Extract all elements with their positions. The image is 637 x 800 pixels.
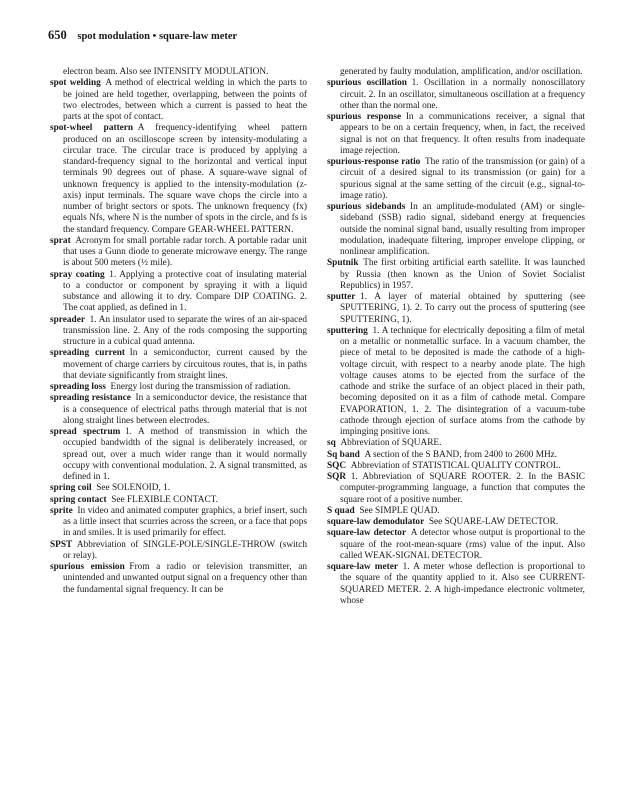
entry-term: square-law meter [327, 562, 398, 572]
left-column [50, 67, 307, 596]
dictionary-entry [50, 67, 307, 78]
entry-definition: See SOLENOID, 1. [96, 483, 171, 494]
entry-term: spreading current [50, 348, 125, 359]
dictionary-entry [50, 78, 307, 123]
entry-term: SQC [327, 460, 347, 471]
entry-term: spread spectrum [50, 427, 121, 437]
right-column [327, 67, 585, 607]
entry-definition: A section of the S BAND, from 2400 to 2600 MHz. [364, 449, 558, 460]
dictionary-entry [327, 258, 585, 292]
entry-term: spurious oscillation [327, 78, 407, 89]
entry-definition: See SIMPLE QUAD. [359, 505, 440, 516]
entry-term: sq [327, 438, 336, 449]
entry-term: sprat [50, 235, 71, 246]
entry-definition: A detector whose output is proportional to the square of the root-mean-square (rms) value of the input. Also called WEAK-SIGNAL DETECTOR. [340, 528, 586, 561]
entry-term: spot welding [50, 78, 101, 89]
entry-definition: Abbreviation of STATISTICAL QUALITY CONTROL. [350, 460, 561, 471]
dictionary-entry [50, 483, 307, 494]
entry-definition: See SQUARE-LAW DETECTOR. [428, 517, 559, 527]
entry-term: spray coating [50, 269, 105, 280]
page-number: 650 [48, 28, 67, 42]
entry-term: spring coil [50, 483, 92, 494]
dictionary-entry [327, 157, 585, 202]
entry-definition: In an amplitude-modulated (AM) or single-sideband (SSB) radio signal, sideband energy at frequencies outside the nominal signal band, usually resulting from improper modulation, inadequate filtering, improper envelope clipping, or nonlinear amplification. [340, 202, 585, 257]
entry-term: spring contact [50, 494, 107, 505]
dictionary-entry [50, 270, 307, 315]
entry-definition: The ratio of the transmission (or gain) of a circuit of a desired signal to its transmission (or gain) for a spurious signal at the same setting of the circuit (e.g., signal-to-image ratio). [340, 157, 585, 201]
entry-definition: 1. Abbreviation of SQUARE ROOTER. 2. In the BASIC computer-programming language, a function that computes the square root of a positive number. [340, 472, 585, 505]
entry-definition: 1. A meter whose deflection is proportional to the square of the quantity applied to it. Also see CURRENT-SQUARED METER. 2. A high-impedance electronic voltmeter, whose [340, 562, 585, 606]
running-header [48, 28, 237, 43]
dictionary-entry [327, 517, 585, 528]
dictionary-entry [327, 202, 585, 258]
dictionary-entry [327, 292, 585, 326]
entry-definition: In a communications receiver, a signal that appears to be on a certain frequency, when, in fact, the received signal is not on that frequency. It often results from inadequate image rejection. [340, 112, 585, 156]
dictionary-entry [327, 506, 585, 517]
dictionary-entry [50, 506, 307, 540]
entry-term: spurious emission [50, 562, 125, 572]
entry-definition: 1. Oscillation in a normally nonoscillatory circuit. 2. In an oscillator, simultaneous oscillation at a frequency other than the normal one. [340, 78, 585, 111]
entry-definition: Energy lost during the transmission of radiation. [110, 382, 291, 392]
guide-words: spot modulation • square-law meter [77, 31, 238, 42]
entry-definition: 1. An insulator used to separate the wires of an air-spaced transmission line. 2. Any of the rods composing the supporting structure in a cubical quad antenna. [63, 314, 307, 347]
entry-definition: electron beam. Also see INTENSITY MODULATION. [63, 67, 269, 77]
entry-term: spurious response [327, 112, 402, 122]
dictionary-entry [327, 450, 585, 461]
entry-definition: In a semiconductor, current caused by the movement of charge carriers by circuitous routes, that is, in paths that deviate significantly from straight lines. [63, 348, 307, 381]
entry-definition: 1. A layer of material obtained by sputtering (see SPUTTERING, 1). 2. To carry out the process of sputtering (see SPUTTERING, 1). [340, 292, 585, 325]
entry-definition: See FLEXIBLE CONTACT. [111, 494, 218, 505]
entry-definition: In video and animated computer graphics, a brief insert, such as a little insect that scurries across the screen, or a face that pops in and smiles. It is used primarily for effect. [63, 505, 307, 539]
entry-term: SQR [327, 472, 347, 482]
dictionary-entry [50, 427, 307, 483]
entry-definition: 1. A technique for electrically depositing a film of metal on a metallic or nonmetallic surface. In a vacuum chamber, the piece of metal to be deposited is made the cathode of a high-voltage circuit, with respect to a nearby anode plate. The high voltage causes atoms to be ejected from the surface of the cathode and strike the surface of an object placed in their path, becoming deposited on it as a film of cathode metal. Compare EVAPORATION, 1. 2. The disintegration of a vacuum-tube cathode through ejection of surface atoms from the cathode by impinging positive ions. [340, 325, 585, 437]
entry-definition: generated by faulty modulation, amplification, and/or oscillation. [340, 67, 583, 77]
dictionary-entry [327, 461, 585, 472]
entry-definition: From a radio or television transmitter, an unintended and unwanted output signal on a frequency other than the fundamental signal frequency. It can be [63, 562, 307, 595]
dictionary-entry [327, 112, 585, 157]
entry-term: Sq band [327, 449, 360, 460]
dictionary-entry [50, 382, 307, 393]
entry-term: sputter [327, 292, 356, 302]
entry-term: spreading resistance [50, 393, 131, 404]
dictionary-entry [327, 326, 585, 439]
entry-definition: Abbreviation of SQUARE. [340, 438, 442, 449]
dictionary-entry [50, 495, 307, 506]
entry-term: square-law demodulator [327, 517, 425, 527]
entry-term: sprite [50, 505, 73, 516]
dictionary-entry [50, 540, 307, 563]
dictionary-entry [327, 438, 585, 449]
entry-term: square-law detector [327, 528, 407, 539]
entry-definition: Acronym for small portable radar torch. A portable radar unit that uses a Gunn diode to generate microwave energy. The range is about 500 meters (½ mile). [63, 235, 307, 269]
dictionary-entry [327, 528, 585, 562]
dictionary-entry [327, 67, 585, 78]
dictionary-entry [50, 393, 307, 427]
entry-definition: The first orbiting artificial earth satellite. It was launched by Russia (then known as the Union of Soviet Socialist Republics) in 1957. [340, 258, 585, 291]
entry-term: spot-wheel pattern [50, 123, 134, 134]
dictionary-entry [50, 562, 307, 596]
entry-term: spurious-response ratio [327, 157, 421, 167]
dictionary-entry [50, 315, 307, 349]
dictionary-entry [327, 562, 585, 607]
entry-term: spurious sidebands [327, 202, 406, 212]
entry-definition: A method of electrical welding in which the parts to be joined are held together, overlapping, between the points of two electrodes, between which a current is passed to heat the parts at the spot of contact. [63, 78, 307, 122]
entry-definition: In a semiconductor device, the resistance that is a consequence of electrical paths through material that is not along straight lines between electrodes. [63, 393, 307, 426]
entry-term: SPST [50, 539, 73, 550]
dictionary-entry [50, 348, 307, 382]
dictionary-entry [327, 78, 585, 112]
entry-term: sputtering [327, 325, 368, 336]
entry-term: S quad [327, 505, 355, 516]
dictionary-entry [50, 123, 307, 236]
entry-term: Sputnik [327, 258, 359, 269]
entry-definition: 1. A method of transmission in which the occupied bandwidth of the signal is deliberately increased, or spread out, over a much wider range than it would normally occupy with conventional modulation. 2. A signal transmitted, as defined in 1. [63, 427, 307, 482]
dictionary-entry [327, 472, 585, 506]
entry-term: spreading loss [50, 382, 106, 392]
dictionary-entry [50, 236, 307, 270]
entry-definition: A frequency-identifying wheel pattern produced on an oscilloscope screen by intensity-modulating a circular trace. The circular trace is produced by applying a standard-frequency signal to the horizontal and vertical input terminals 90 degrees out of phase. A square-wave signal of unknown frequency is applied to the intensity-modulation (z-axis) input terminals. The square wave chops the circle into a number of bright sectors or spots. The unknown frequency (fx) equals Nfs, where N is the number of spots in the circle, and fs is the standard frequency. Compare GEAR-WHEEL PATTERN. [63, 123, 307, 235]
entry-definition: 1. Applying a protective coat of insulating material to a conductor or component by spraying it with a liquid substance and allowing it to dry. Compare DIP COATING. 2. The coat applied, as defined in 1. [63, 269, 307, 314]
entry-term: spreader [50, 314, 85, 325]
entry-definition: Abbreviation of SINGLE-POLE/SINGLE-THROW (switch or relay). [63, 539, 307, 561]
